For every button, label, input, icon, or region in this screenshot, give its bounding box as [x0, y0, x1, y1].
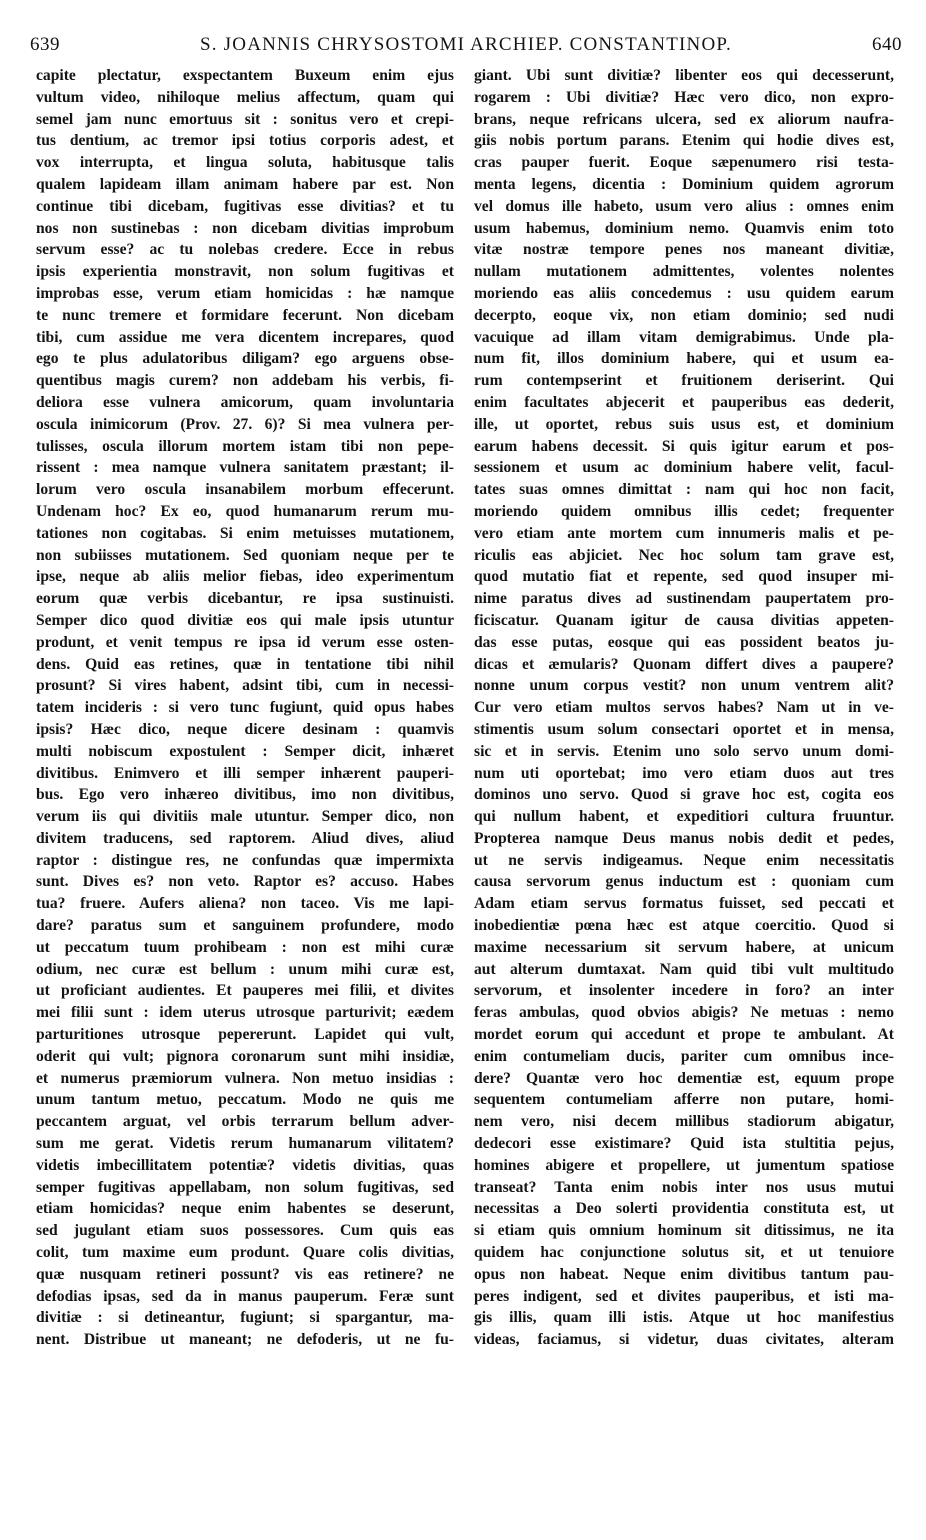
text-line: prosunt? Si vires habent, adsint tibi, cum in necessi- — [36, 677, 454, 695]
running-title: S. JOANNIS CHRYSOSTOMI ARCHIEP. CONSTANTINOP. — [200, 34, 732, 55]
text-line: eorum quæ verbis dicebantur, re ipsa sustinuisti. — [36, 590, 454, 608]
text-line: gis illis, quam illi istis. Atque ut hoc manifestius — [474, 1309, 894, 1327]
text-line: necessitas a Deo solerti providentia constituta est, ut — [474, 1200, 894, 1218]
text-line: usum habemus, dominium nemo. Quamvis enim toto — [474, 219, 894, 237]
text-line: vitæ nostræ tempore penes nos maneant divitiæ, — [474, 241, 894, 259]
text-line: tus dentium, ac tremor ipsi totius corporis adest, et — [36, 132, 454, 150]
text-line: nime paratus dives ad sustinendam paupertatem pro- — [474, 590, 894, 608]
text-line: ipsis experientia monstravit, non solum fugitivas et — [36, 263, 454, 281]
text-line: semper fugitivas appellabam, non solum fugitivas, sed — [36, 1178, 454, 1196]
text-line: tua? fruere. Aufers aliena? non taceo. Vis me lapi- — [36, 895, 454, 913]
text-line: num uti oportebat; imo vero etiam duos aut tres — [474, 764, 894, 782]
text-line: nonne unum corpus vestit? non unum ventrem alit? — [474, 677, 894, 695]
text-line: dedecori esse existimare? Quid ista stultitia pejus, — [474, 1135, 894, 1153]
text-line: ipse, neque ab aliis melior fiebas, ideo experimentum — [36, 568, 454, 586]
text-line: capite plectatur, exspectantem Buxeum enim ejus — [36, 67, 454, 84]
text-line: decerpto, eoque vix, non etiam dominio; sed nudi — [474, 306, 894, 324]
text-line: ficiscatur. Quanam igitur de causa divitias appeten- — [474, 611, 894, 629]
text-line: enim contumeliam ducis, pariter cum omnibus ince- — [474, 1047, 894, 1065]
text-line: maxime necessarium sit servum habere, at unicum — [474, 938, 894, 956]
text-line: ut ne servis indigeamus. Neque enim necessitatis — [474, 851, 894, 869]
text-line: rogarem : Ubi divitiæ? Hæc vero dico, non expro- — [474, 88, 894, 106]
text-line: defodias ipsas, sed da in manus pauperum. Feræ sunt — [36, 1287, 454, 1305]
text-line: nos non sustinebas : non dicebam divitias improbum — [36, 219, 454, 237]
text-line: verum iis qui divitiis male utuntur. Semper dico, non — [36, 808, 454, 826]
page-number-right: 640 — [872, 34, 902, 55]
text-line: tulisses, oscula illorum mortem istam tibi non pepe- — [36, 437, 454, 455]
text-line: videtis imbecillitatem potentiæ? videtis divitias, quas — [36, 1156, 454, 1174]
text-line: aut alterum dumtaxat. Nam quid tibi vult multitudo — [474, 960, 894, 978]
text-line: menta legens, dicentia : Dominium quidem agrorum — [474, 175, 894, 193]
text-line: divitiæ : si detineantur, fugiunt; si spargantur, ma- — [36, 1309, 454, 1327]
text-line: lorum vero oscula insanabilem morbum effecerunt. — [36, 481, 454, 499]
text-line: moriendo quidem omnibus illis cedet; frequenter — [474, 502, 894, 520]
text-line: Undenam hoc? Ex eo, quod humanarum rerum mu- — [36, 502, 454, 520]
text-line: dere? Quantæ vero hoc dementiæ est, equum prope — [474, 1069, 894, 1087]
left-text-column — [36, 65, 454, 1351]
text-line: videas, faciamus, si videtur, duas civitates, alteram — [474, 1331, 894, 1349]
text-line: sunt. Dives es? non veto. Raptor es? accuso. Habes — [36, 873, 454, 891]
text-line: produnt, et venit tempus re ipsa id verum esse osten- — [36, 633, 454, 651]
text-line: te nunc tremere et formidare fecerunt. Non dicebam — [36, 306, 454, 324]
text-line: enim facultates abjecerit et pauperibus eas dederit, — [474, 393, 894, 411]
text-line: parturitiones utrosque pepererunt. Lapidet qui vult, — [36, 1026, 454, 1044]
text-line: ut proficiant audientes. Et pauperes mei filii, et divites — [36, 982, 454, 1000]
text-line: nullam mutationem admittentes, volentes nolentes — [474, 263, 894, 281]
text-line: qualem lapideam illam animam habere par est. Non — [36, 175, 454, 193]
text-line: si etiam quis omnium hominum sit ditissimus, ne ita — [474, 1222, 894, 1240]
text-line: opus non habeat. Neque enim divitibus tantum pau- — [474, 1265, 894, 1283]
text-line: sum me gerat. Videtis rerum humanarum vilitatem? — [36, 1135, 454, 1153]
text-line: mordet eorum qui accedunt et prope te ambulant. At — [474, 1026, 894, 1044]
text-line: sed jugulant etiam suos possessores. Cum quis eas — [36, 1222, 454, 1240]
text-line: Adam etiam servus formatus fuisset, sed peccati et — [474, 895, 894, 913]
text-line: tatem incideris : si vero tunc fugiunt, quid opus habes — [36, 699, 454, 717]
text-line: servum esse? ac tu nolebas credere. Ecce in rebus — [36, 241, 454, 259]
text-line: sessionem et usum ac dominium habere velit, facul- — [474, 459, 894, 477]
text-line: vel domus ille habeto, usum vero alius : omnes enim — [474, 197, 894, 215]
text-line: divitibus. Enimvero et illi semper inhærent pauperi- — [36, 764, 454, 782]
text-line: peres indigent, sed et divites pauperibus, et isti ma- — [474, 1287, 894, 1305]
text-line: colit, tum maxime eum produnt. Quare colis divitias, — [36, 1244, 454, 1262]
text-line: oscula inimicorum (Prov. 27. 6)? Si mea vulnera per- — [36, 415, 454, 433]
text-line: vultum video, nihiloque melius affectum, quam qui — [36, 88, 454, 106]
text-line: tibi, cum assidue me vera dicentem increpares, quod — [36, 328, 454, 346]
text-line: qui nullum habent, et expeditiori cultura fruuntur. — [474, 808, 894, 826]
text-line: deliora esse vulnera amicorum, quam involuntaria — [36, 393, 454, 411]
text-line: continue tibi dicebam, fugitivas esse divitias? et tu — [36, 197, 454, 215]
text-line: quæ nusquam retineri possunt? vis eas retinere? ne — [36, 1265, 454, 1283]
text-line: moriendo eas aliis concedemus : usu quidem earum — [474, 284, 894, 302]
text-line: homines abigere et propellere, ut jumentum spatiose — [474, 1156, 894, 1174]
text-line: improbas esse, verum etiam homicidas : hæ namque — [36, 284, 454, 302]
text-line: dens. Quid eas retines, quæ in tentatione tibi nihil — [36, 655, 454, 673]
text-line: riculis eas abjiciet. Nec hoc solum tam grave est, — [474, 546, 894, 564]
text-line: transeat? Tanta enim nobis inter nos usus mutui — [474, 1178, 894, 1196]
page-number-left: 639 — [30, 34, 60, 55]
text-line: Propterea namque Deus manus nobis dedit et pedes, — [474, 829, 894, 847]
text-line: feras ambulas, quod obvios abigis? Ne metuas : nemo — [474, 1004, 894, 1022]
text-line: das esse putas, eosque qui eas possident beatos ju- — [474, 633, 894, 651]
text-line: mei filii sunt : idem uterus utrosque parturivit; eædem — [36, 1004, 454, 1022]
text-line: nem vero, nisi decem millibus stadiorum abigatur, — [474, 1113, 894, 1131]
text-line: dicas et æmularis? Quonam differt dives a paupere? — [474, 655, 894, 673]
text-line: cras pauper fuerit. Eoque sæpenumero risi testa- — [474, 154, 894, 172]
text-line: stimentis usum solum consectari oportet et in mensa, — [474, 720, 894, 738]
text-line: semel jam nunc emortuus sit : sonitus vero et crepi- — [36, 110, 454, 128]
text-line: nent. Distribue ut maneant; ne defoderis, ut ne fu- — [36, 1331, 454, 1349]
text-line: et numerus præmiorum vulnera. Non metuo insidias : — [36, 1069, 454, 1087]
text-line: ut peccatum tuum prohibeam : non est mihi curæ — [36, 938, 454, 956]
text-line: giant. Ubi sunt divitiæ? libenter eos qui decesserunt, — [474, 67, 894, 84]
text-line: vox interrupta, et lingua soluta, habitusque talis — [36, 154, 454, 172]
text-line: quod mutatio fiat et repente, sed quod insuper mi- — [474, 568, 894, 586]
text-line: sequentem contumeliam afferre non putare, homi- — [474, 1091, 894, 1109]
text-line: ille, ut oportet, rebus suis usus est, et dominium — [474, 415, 894, 433]
text-line: causa servorum genus inductum est : quoniam cum — [474, 873, 894, 891]
text-line: vacuique ad illam vitam demigrabimus. Unde pla- — [474, 328, 894, 346]
text-line: inobedientiæ pœna hæc est atque coercitio. Quod si — [474, 917, 894, 935]
text-line: raptor : distingue res, ne confundas quæ impermixta — [36, 851, 454, 869]
text-line: oderit qui vult; pignora coronarum sunt mihi insidiæ, — [36, 1047, 454, 1065]
text-line: quidem hac conjunctione solutus sit, et ut tenuiore — [474, 1244, 894, 1262]
text-line: quentibus magis curem? non addebam his verbis, fi- — [36, 372, 454, 390]
text-line: Semper dico quod divitiæ eos qui male ipsis utuntur — [36, 611, 454, 629]
text-line: peccantem arguat, vel orbis terrarum bellum adver- — [36, 1113, 454, 1131]
text-line: rissent : mea namque vulnera sanitatem præstant; il- — [36, 459, 454, 477]
text-line: tates suas omnes dimittat : nam qui hoc non facit, — [474, 481, 894, 499]
text-line: ego te plus adulatoribus diligam? ego arguens obse- — [36, 350, 454, 368]
text-line: ipsis? Hæc dico, neque dicere desinam : quamvis — [36, 720, 454, 738]
text-line: rum contempserint et fruitionem deriserint. Qui — [474, 372, 894, 390]
text-line: non subiisses mutationem. Sed quoniam neque per te — [36, 546, 454, 564]
page-header — [30, 34, 902, 64]
text-line: divitem traducens, sed raptorem. Aliud dives, aliud — [36, 829, 454, 847]
text-line: odium, nec curæ est bellum : unum mihi curæ est, — [36, 960, 454, 978]
text-line: vero etiam ante mortem cum innumeris malis et pe- — [474, 524, 894, 542]
text-line: bus. Ego vero inhæreo divitibus, imo non divitibus, — [36, 786, 454, 804]
text-line: servorum, et insolenter incedere in foro? an inter — [474, 982, 894, 1000]
text-line: num fit, illos dominium habere, qui et usum ea- — [474, 350, 894, 368]
text-line: dominos uno servo. Quod si grave hoc est, cogita eos — [474, 786, 894, 804]
right-text-column — [474, 65, 894, 1351]
text-line: Cur vero etiam multos servos habes? Nam ut in ve- — [474, 699, 894, 717]
text-line: earum habens decessit. Si quis igitur earum et pos- — [474, 437, 894, 455]
text-line: unum tantum metuo, peccatum. Modo ne quis me — [36, 1091, 454, 1109]
text-line: sic et in servis. Etenim uno solo servo unum domi- — [474, 742, 894, 760]
text-line: etiam homicidas? neque enim habentes se deserunt, — [36, 1200, 454, 1218]
text-line: tationes non cogitabas. Si enim metuisses mutationem, — [36, 524, 454, 542]
text-line: giis nobis portum parans. Etenim qui hodie dives est, — [474, 132, 894, 150]
text-line: dare? paratus sum et sanguinem profundere, modo — [36, 917, 454, 935]
text-line: brans, neque refricans ulcera, sed ex aliorum naufra- — [474, 110, 894, 128]
text-line: multi nobiscum expostulent : Semper dicit, inhæret — [36, 742, 454, 760]
